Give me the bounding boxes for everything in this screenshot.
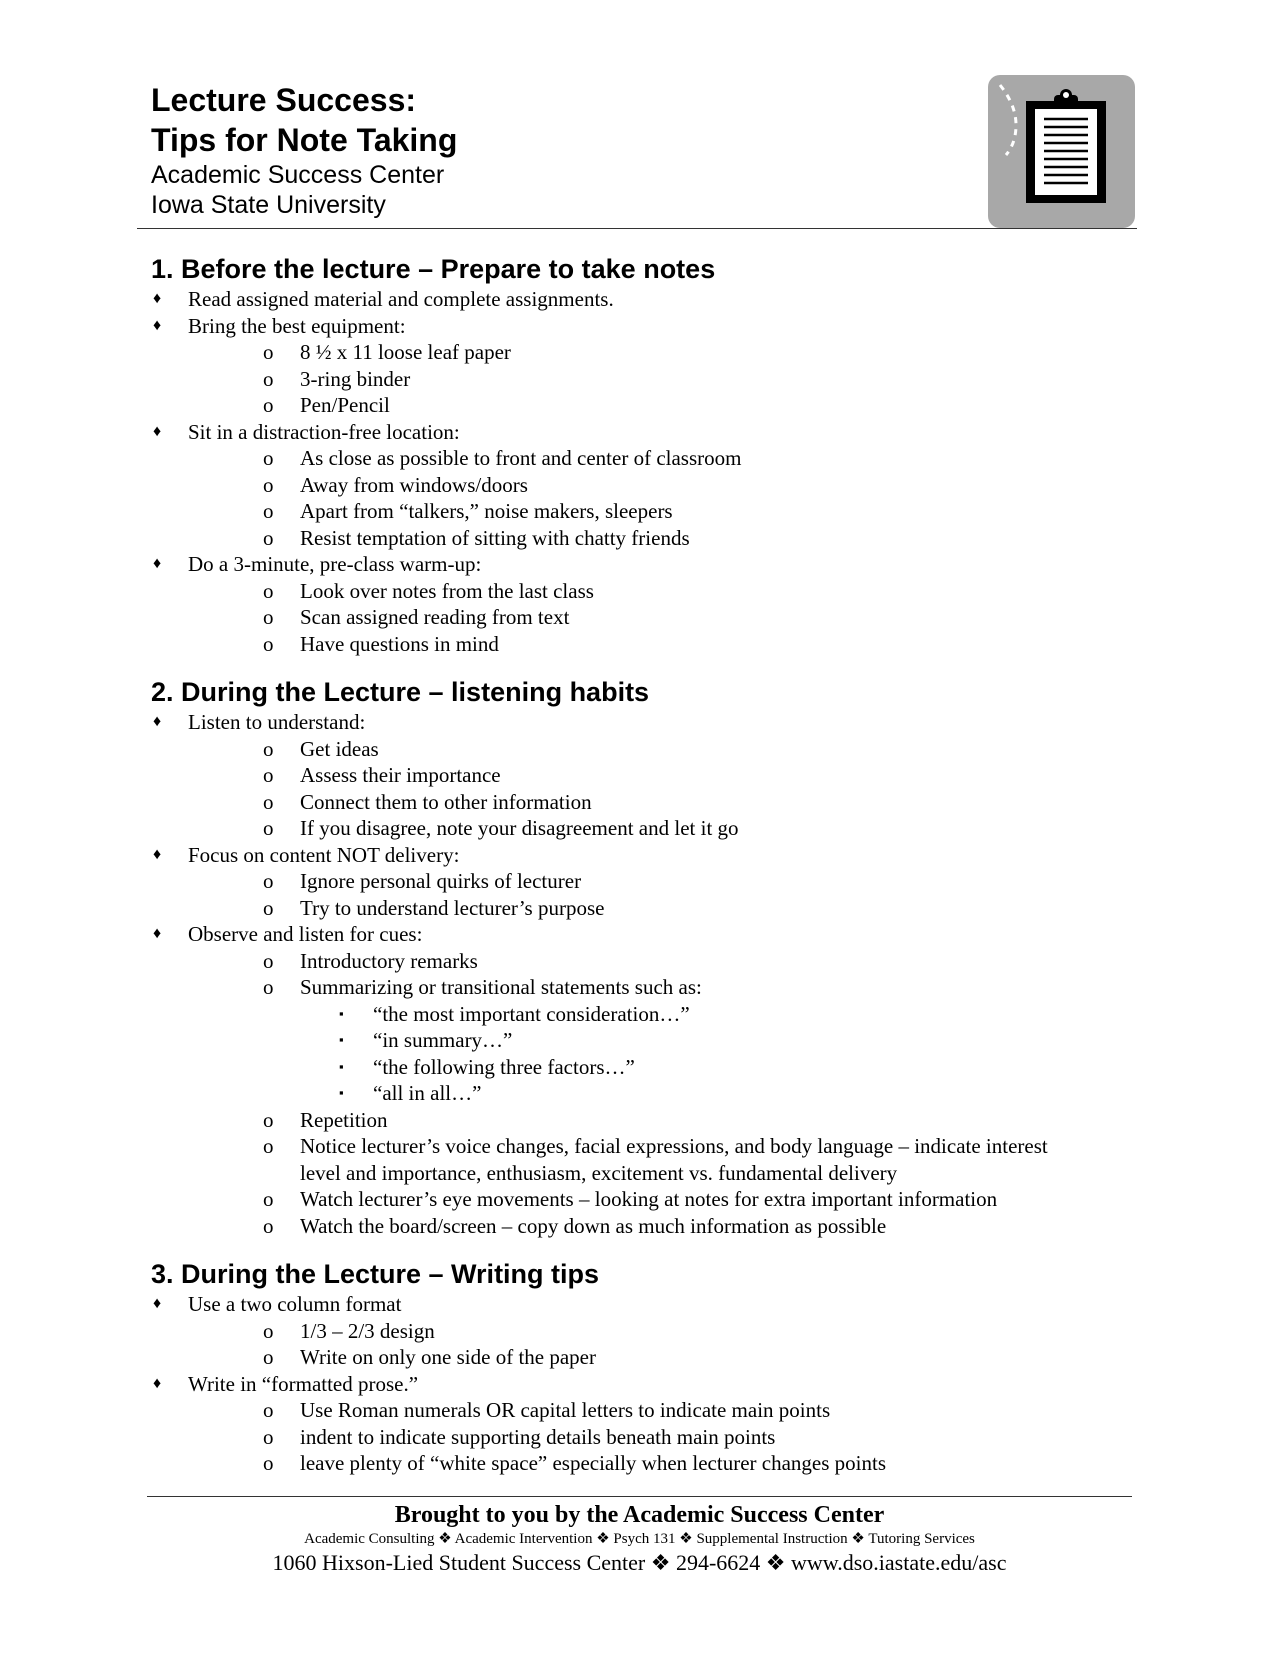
sub-list-item-text: Pen/Pencil — [300, 393, 390, 417]
header-divider — [137, 228, 1137, 229]
sub-list-item-text: Introductory remarks — [300, 948, 478, 973]
sub-sub-list-item — [151, 1080, 1131, 1107]
circle-bullet-icon: o — [263, 578, 274, 603]
square-bullet-icon: ▪ — [339, 1058, 344, 1074]
sub-list-item-text: Have questions in mind — [300, 631, 499, 656]
org-name: Academic Success Center — [151, 161, 445, 189]
sub-list-item — [151, 868, 1131, 895]
diamond-bullet-icon: ♦ — [153, 925, 162, 942]
sub-list-item-text: As close as possible to front and center of classroom — [300, 446, 742, 470]
footer-divider — [147, 1496, 1132, 1497]
sub-list-item-text: level and importance, enthusiasm, excitement vs. fundamental delivery — [300, 1160, 898, 1185]
sub-list-item — [151, 762, 1131, 789]
circle-bullet-icon: o — [263, 816, 274, 840]
sub-list-item-text: Notice lecturer’s voice changes, facial expressions, and body language – indicate interest — [300, 1134, 1048, 1158]
sub-list-item-text: Scan assigned reading from text — [300, 605, 570, 629]
circle-bullet-icon: o — [263, 736, 274, 761]
circle-bullet-icon: o — [263, 631, 274, 656]
sub-sub-list-item-text: “the most important consideration…” — [373, 1001, 690, 1026]
sub-list-item-text: Summarizing or transitional statements such as: — [300, 975, 702, 999]
sub-list-item-text: 1/3 – 2/3 design — [300, 1318, 435, 1343]
sub-sub-list-item — [151, 1054, 1131, 1081]
university-name: Iowa State University — [151, 191, 386, 219]
sub-list-item — [151, 736, 1131, 763]
circle-bullet-icon: o — [263, 869, 274, 893]
clipboard-logo — [988, 75, 1135, 228]
sub-list-item — [151, 948, 1131, 975]
sub-list-item-text: Assess their importance — [300, 763, 501, 787]
sub-list-item-text: Try to understand lecturer’s purpose — [300, 895, 605, 920]
list-item-text: Focus on content NOT delivery: — [188, 842, 460, 867]
diamond-bullet-icon: ♦ — [153, 713, 162, 730]
circle-bullet-icon: o — [263, 1345, 274, 1369]
circle-bullet-icon: o — [263, 499, 274, 523]
list-item — [151, 313, 1131, 340]
sub-list-item-continuation — [151, 1160, 1131, 1187]
circle-bullet-icon: o — [263, 1451, 274, 1475]
list-item-text: Sit in a distraction-free location: — [188, 419, 460, 444]
diamond-bullet-icon: ♦ — [153, 422, 162, 440]
list-item — [151, 286, 1131, 313]
circle-bullet-icon: o — [263, 1318, 274, 1343]
sub-list-item-text: 3-ring binder — [300, 366, 411, 391]
sub-list-item — [151, 1133, 1131, 1160]
list-item-text: Listen to understand: — [188, 710, 366, 734]
circle-bullet-icon: o — [263, 763, 274, 787]
document-title-line2: Tips for Note Taking — [151, 122, 458, 158]
sub-list-item — [151, 1318, 1131, 1345]
list-item — [151, 921, 1131, 948]
sub-list-item-text: indent to indicate supporting details beneath main points — [300, 1424, 776, 1449]
circle-bullet-icon: o — [263, 1187, 274, 1211]
sub-list-item-text: Watch the board/screen – copy down as much information as possible — [300, 1213, 887, 1238]
list-item — [151, 1291, 1131, 1318]
circle-bullet-icon: o — [263, 1213, 274, 1238]
sub-list-item — [151, 1107, 1131, 1134]
sub-sub-list-item-text: “the following three factors…” — [373, 1054, 635, 1079]
list-item-text: Bring the best equipment: — [188, 313, 406, 338]
sub-list-item-text: Repetition — [300, 1107, 388, 1132]
list-item — [151, 842, 1131, 869]
footer-credit: Brought to you by the Academic Success Center — [394, 1502, 885, 1528]
sub-list-item — [151, 578, 1131, 605]
sub-sub-list-item — [151, 1001, 1131, 1028]
document-footer — [147, 1501, 1132, 1576]
circle-bullet-icon: o — [263, 605, 274, 629]
circle-bullet-icon: o — [263, 1424, 274, 1449]
circle-bullet-icon: o — [263, 1134, 274, 1158]
list-item — [151, 419, 1131, 446]
sub-list-item — [151, 1213, 1131, 1240]
sub-list-item — [151, 392, 1131, 419]
list-item-text: Do a 3-minute, pre-class warm-up: — [188, 552, 482, 576]
sub-sub-list-item-text: “all in all…” — [373, 1081, 482, 1105]
list-item-text: Write in “formatted prose.” — [188, 1371, 419, 1396]
circle-bullet-icon: o — [263, 948, 274, 973]
sub-list-item — [151, 895, 1131, 922]
sub-list-item-text: Resist temptation of sitting with chatty friends — [300, 525, 690, 550]
circle-bullet-icon: o — [263, 789, 274, 814]
sub-list-item — [151, 339, 1131, 366]
circle-bullet-icon: o — [263, 525, 274, 550]
footer-contact: 1060 Hixson-Lied Student Success Center ❖ 294-6624 ❖ www.dso.iastate.edu/asc — [272, 1550, 1007, 1575]
sub-list-item — [151, 366, 1131, 393]
circle-bullet-icon: o — [263, 975, 274, 999]
circle-bullet-icon: o — [263, 472, 274, 497]
sub-list-item — [151, 445, 1131, 472]
diamond-bullet-icon: ♦ — [153, 555, 162, 572]
square-bullet-icon: ▪ — [339, 1085, 344, 1100]
sub-list-item-text: Write on only one side of the paper — [300, 1345, 596, 1369]
sub-list-item-text: Ignore personal quirks of lecturer — [300, 869, 582, 893]
sub-list-item-text: Look over notes from the last class — [300, 578, 594, 603]
list-item-text: Observe and listen for cues: — [188, 922, 423, 946]
section-heading-3: 3. During the Lecture – Writing tips — [151, 1259, 600, 1289]
sub-list-item-text: Get ideas — [300, 736, 379, 761]
sub-list-item-text: If you disagree, note your disagreement and let it go — [300, 816, 739, 840]
circle-bullet-icon: o — [263, 1398, 274, 1422]
circle-bullet-icon: o — [263, 393, 274, 417]
sub-list-item — [151, 974, 1131, 1001]
square-bullet-icon: ▪ — [339, 1005, 344, 1021]
sub-list-item — [151, 1344, 1131, 1371]
circle-bullet-icon: o — [263, 366, 274, 391]
sub-sub-list-item — [151, 1027, 1131, 1054]
footer-services: Academic Consulting ❖ Academic Intervention ❖ Psych 131 ❖ Supplemental Instruction ❖ Tutoring Services — [304, 1531, 975, 1547]
list-item — [151, 1371, 1131, 1398]
diamond-bullet-icon: ♦ — [153, 290, 162, 307]
sub-list-item — [151, 1424, 1131, 1451]
sub-list-item — [151, 1186, 1131, 1213]
list-item-text: Use a two column format — [188, 1292, 402, 1316]
section-heading-1: 1. Before the lecture – Prepare to take notes — [151, 254, 716, 284]
sub-list-item-text: Watch lecturer’s eye movements – looking at notes for extra important information — [300, 1187, 998, 1211]
sub-list-item-text: Apart from “talkers,” noise makers, sleepers — [300, 499, 673, 523]
diamond-bullet-icon: ♦ — [153, 1374, 162, 1392]
sub-list-item-text: leave plenty of “white space” especially when lecturer changes points — [300, 1451, 887, 1475]
circle-bullet-icon: o — [263, 895, 274, 920]
circle-bullet-icon: o — [263, 1107, 274, 1132]
clipboard-icon — [988, 75, 1135, 228]
list-item — [151, 551, 1131, 578]
sub-list-item-text: 8 ½ x 11 loose leaf paper — [300, 340, 511, 364]
document-title-line1: Lecture Success: — [151, 82, 417, 118]
sub-list-item — [151, 525, 1131, 552]
sub-list-item — [151, 498, 1131, 525]
sub-list-item — [151, 1397, 1131, 1424]
list-item-text: Read assigned material and complete assignments. — [188, 287, 614, 311]
diamond-bullet-icon: ♦ — [153, 845, 162, 863]
sub-list-item — [151, 604, 1131, 631]
diamond-bullet-icon: ♦ — [153, 316, 162, 334]
sub-list-item — [151, 472, 1131, 499]
sub-list-item-text: Connect them to other information — [300, 789, 592, 814]
sub-list-item — [151, 789, 1131, 816]
list-item — [151, 709, 1131, 736]
sub-list-item — [151, 1450, 1131, 1477]
sub-sub-list-item-text: “in summary…” — [373, 1028, 513, 1052]
sub-list-item-text: Use Roman numerals OR capital letters to indicate main points — [300, 1398, 831, 1422]
section-heading-2: 2. During the Lecture – listening habits — [151, 677, 650, 707]
document-body — [151, 252, 1131, 1477]
circle-bullet-icon: o — [263, 340, 274, 364]
circle-bullet-icon: o — [263, 446, 274, 470]
diamond-bullet-icon: ♦ — [153, 1295, 162, 1312]
sub-list-item — [151, 631, 1131, 658]
sub-list-item-text: Away from windows/doors — [300, 472, 528, 497]
sub-list-item — [151, 815, 1131, 842]
square-bullet-icon: ▪ — [339, 1032, 344, 1047]
